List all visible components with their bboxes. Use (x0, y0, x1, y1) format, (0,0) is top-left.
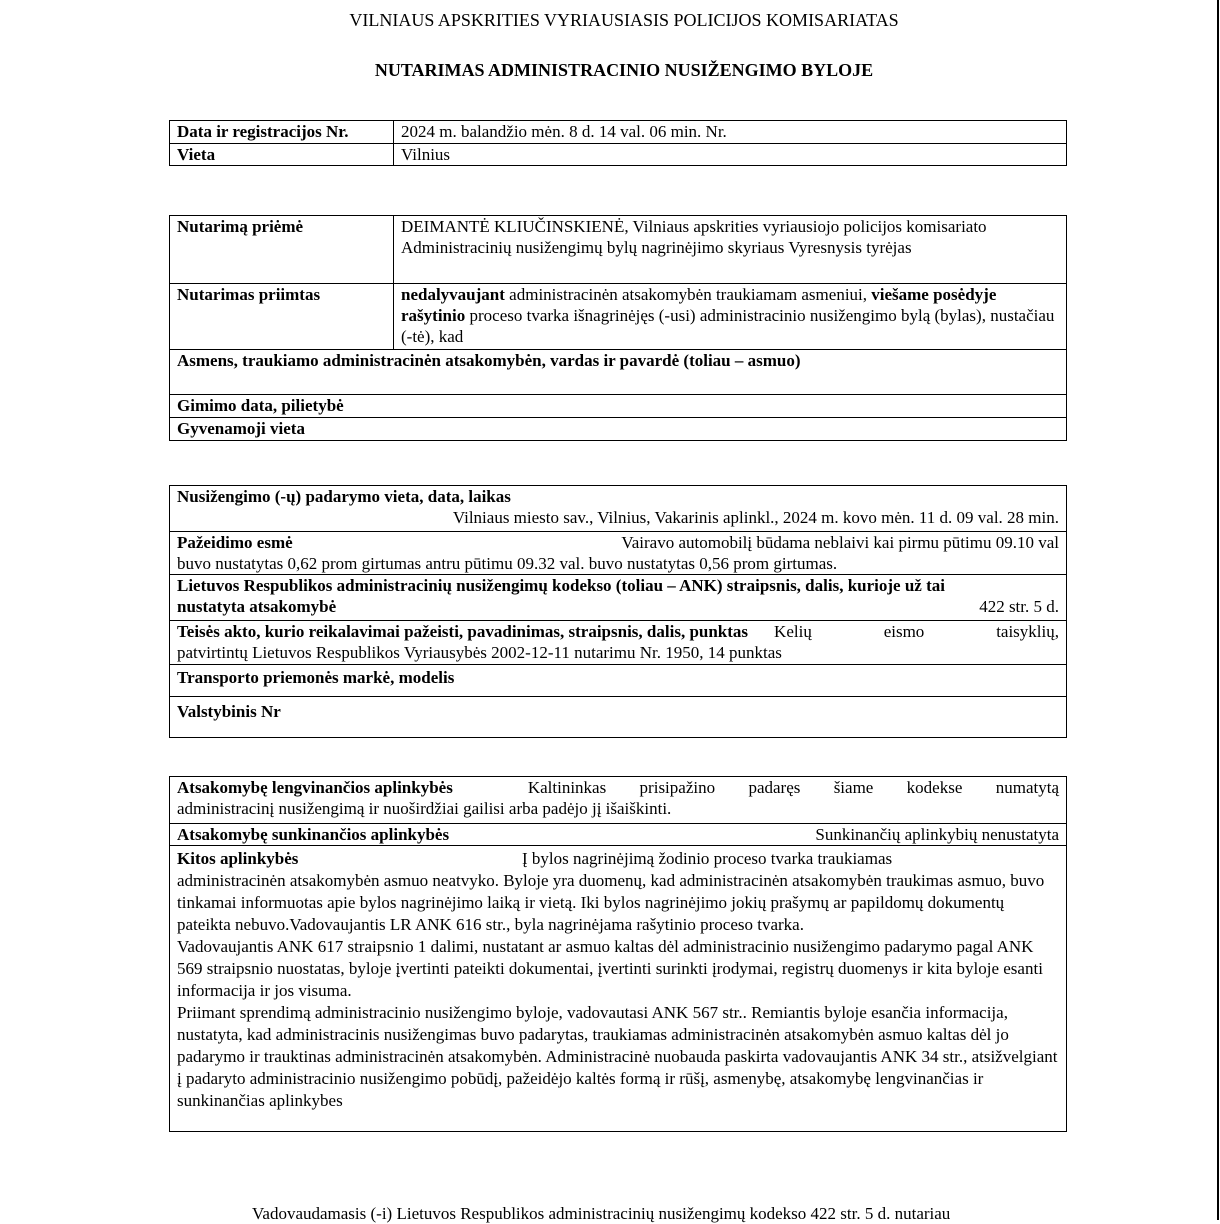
adopted-value (394, 284, 1067, 350)
essence-line-2: buvo nustatytas 0,62 prom girtumas antru pūtimu 09.32 val. buvo nustatytas 0,56 prom girtumas. (177, 554, 838, 573)
table-row (170, 846, 1067, 1132)
birth-label: Gimimo data, pilietybė (170, 395, 1067, 418)
place-label: Vieta (170, 144, 394, 166)
offence-table (169, 485, 1067, 738)
code-value: 422 str. 5 d. (979, 597, 1059, 616)
adopted-by-value: DEIMANTĖ KLIUČINSKIENĖ, Vilniaus apskrities vyriausiojo policijos komisariato Administracinių nusižengimų bylų nagrinėjimo skyriaus Vyresnysis tyrėjas (394, 216, 1067, 284)
aggravating-value: Sunkinančių aplinkybių nenustatyta (815, 825, 1059, 844)
vehicle-label: Transporto priemonės markė, modelis (170, 665, 1067, 697)
table-row (170, 144, 1067, 166)
law-label: Teisės akto, kurio reikalavimai pažeisti, pavadinimas, straipsnis, dalis, punktas (177, 622, 749, 641)
residence-label: Gyvenamoji vieta (170, 418, 1067, 441)
table-row (170, 621, 1067, 665)
other-label: Kitos aplinkybės (177, 849, 299, 868)
essence-label: Pažeidimo esmė (177, 533, 293, 552)
offence-place-cell (170, 486, 1067, 532)
table-row (170, 824, 1067, 846)
decision-table (169, 215, 1067, 441)
mitigating-cell (170, 777, 1067, 824)
code-label-line-2: nustatyta atsakomybė (177, 597, 337, 616)
table-row (170, 486, 1067, 532)
other-cell (170, 846, 1067, 1132)
institution-name: VILNIAUS APSKRITIES VYRIAUSIASIS POLICIJOS KOMISARIATAS (349, 10, 899, 30)
essence-cell (170, 532, 1067, 575)
aggravating-cell (170, 824, 1067, 846)
circumstances-table (169, 776, 1067, 1132)
table-row (170, 777, 1067, 824)
adopted-text-1: administracinėn atsakomybėn traukiamam asmeniui, (504, 285, 872, 304)
code-label-line-1: Lietuvos Respublikos administracinių nusižengimų kodekso (toliau – ANK) straipsnis, dalis, kurioje už tai (177, 576, 945, 595)
law-value-line-1: Kelių eismo taisyklių, (774, 622, 1059, 641)
table-row (170, 121, 1067, 144)
table-row (170, 216, 1067, 284)
table-row (170, 697, 1067, 738)
other-paragraph-1: administracinėn atsakomybėn asmuo neatvyko. Byloje yra duomenų, kad administracinėn atsakomybėn traukimas asmuo, buvo tinkamai informuotas apie bylos nagrinėjimo laiką ir vietą. Iki bylos nagrinėjimo jokių prašymų ar papildomų dokumentų pateikta nebuvo.Vadovaujantis LR ANK 616 str., byla nagrinėjama rašytinio proceso tvarka. (177, 871, 1045, 934)
table-row (170, 532, 1067, 575)
table-row (170, 418, 1067, 441)
table-row (170, 665, 1067, 697)
date-value: 2024 m. balandžio mėn. 8 d. 14 val. 06 min. Nr. (394, 121, 1067, 144)
code-cell (170, 575, 1067, 621)
aggravating-label: Atsakomybę sunkinančios aplinkybės (177, 825, 450, 844)
other-first-line: Į bylos nagrinėjimą žodinio proceso tvarka traukiamas (522, 849, 893, 868)
table-row (170, 575, 1067, 621)
law-value-line-2: patvirtintų Lietuvos Respublikos Vyriausybės 2002-12-11 nutarimu Nr. 1950, 14 punktas (177, 643, 782, 662)
place-value: Vilnius (394, 144, 1067, 166)
other-paragraph-2: Vadovaujantis ANK 617 straipsnio 1 dalimi, nustatant ar asmuo kaltas dėl administracinio nusižengimo padarymo pagal ANK 569 straipsnio nuostatas, byloje įvertinti pateikti dokumentai, įvertinti surinkti įrodymai, registrų duomenys ir kita byloje esanti informacija ir jos visuma. (177, 937, 1043, 1000)
other-paragraph-3: Priimant sprendimą administracinio nusižengimo byloje, vadovautasi ANK 567 str.. Remiantis byloje esančia informacija, nustatyta, kad administracinis nusižengimas buvo padarytas, traukiamas administracinėn atsakomybėn asmuo kaltas dėl jo padarymo ir trauktinas administracinėn atsakomybėn. Administracinė nuobauda paskirta vadovaujantis ANK 34 str., atsižvelgiant į padaryto administracinio nusižengimo pobūdį, pažeidėjo kaltės formą ir rūšį, asmenybę, atsakomybę lengvinančias ir sunkinančias aplinkybes (177, 1003, 1058, 1110)
document-title: NUTARIMAS ADMINISTRACINIO NUSIŽENGIMO BYLOJE (374, 60, 874, 80)
plate-label: Valstybinis Nr (170, 697, 1067, 738)
offence-place-value: Vilniaus miesto sav., Vilnius, Vakarinis aplinkl., 2024 m. kovo mėn. 11 d. 09 val. 28 min. (452, 508, 1059, 527)
date-label: Data ir registracijos Nr. (170, 121, 394, 144)
mitigating-line-1: Kaltininkas prisipažino padaręs šiame kodekse numatytą (527, 778, 1059, 797)
law-cell (170, 621, 1067, 665)
adopted-label: Nutarimas priimtas (170, 284, 394, 350)
footer-text: Vadovaudamasis (-i) Lietuvos Respublikos administracinių nusižengimų kodekso 422 str. 5 d. nutariau (252, 1204, 951, 1223)
adopted-by-label: Nutarimą priėmė (170, 216, 394, 284)
page-edge-line (1217, 0, 1219, 1220)
essence-line-1: Vairavo automobilį būdama neblaivi kai pirmu pūtimu 09.10 val (621, 533, 1059, 552)
adopted-bold-1: nedalyvaujant (401, 285, 505, 304)
table-row (170, 395, 1067, 418)
table-row (170, 350, 1067, 395)
person-label: Asmens, traukiamo administracinėn atsakomybėn, vardas ir pavardė (toliau – asmuo) (170, 350, 1067, 395)
registration-table (169, 120, 1067, 166)
adopted-bold-2: viešame posėdyje rašytinio (401, 285, 997, 325)
mitigating-line-2: administracinį nusižengimą ir nuoširdžiai gailisi arba padėjo jį išaiškinti. (177, 799, 672, 818)
adopted-text-2: proceso tvarka išnagrinėjęs (-usi) administracinio nusižengimo bylą (bylas), nustačiau (-tė), kad (401, 306, 1055, 346)
table-row (170, 284, 1067, 350)
offence-place-label: Nusižengimo (-ų) padarymo vieta, data, laikas (177, 487, 511, 506)
mitigating-label: Atsakomybę lengvinančios aplinkybės (177, 778, 453, 797)
